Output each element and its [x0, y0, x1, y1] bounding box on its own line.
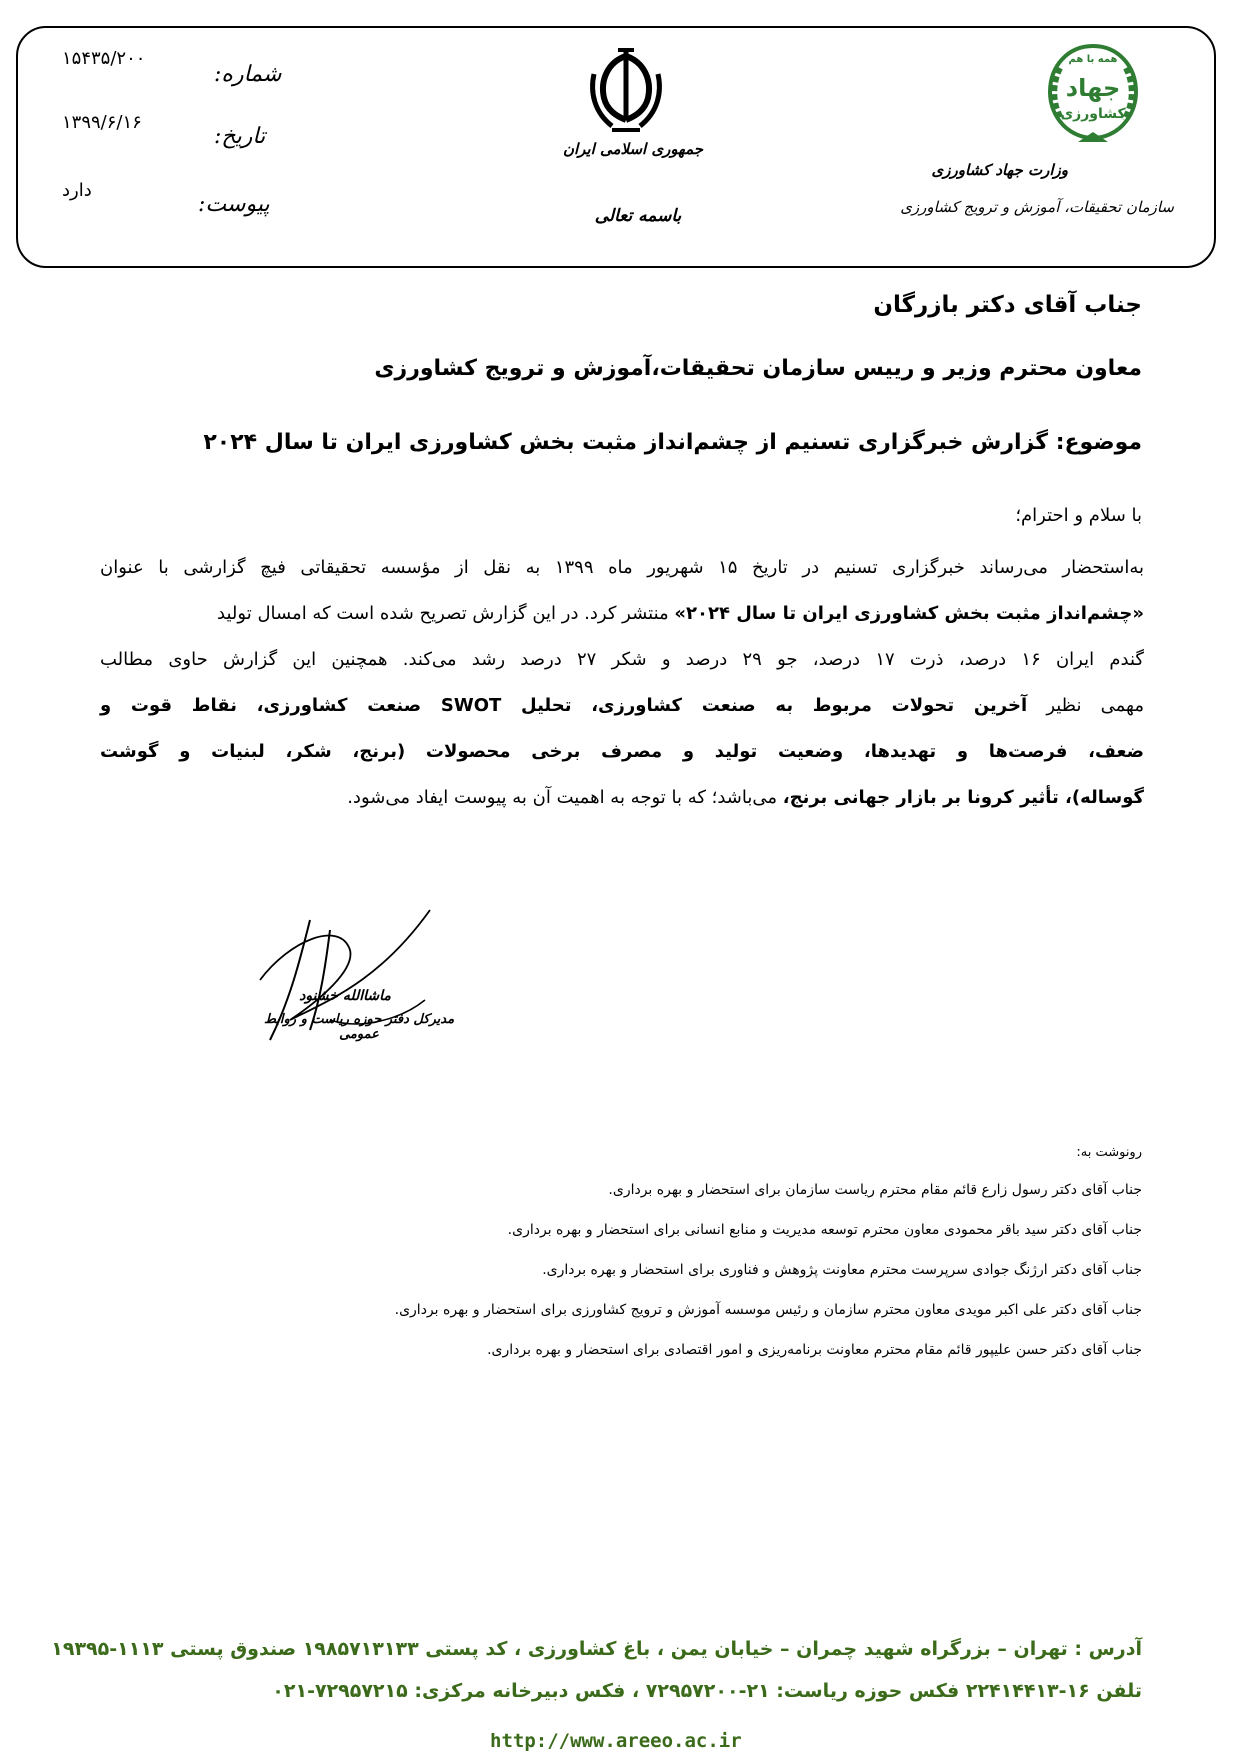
- footer-website-link[interactable]: http://www.areeo.ac.ir: [490, 1730, 742, 1752]
- cc-item: جناب آقای دکتر حسن علیپور قائم مقام محترم معاونت برنامه‌ریزی و امور اقتصادی برای استحضار و بهره برداری.: [487, 1342, 1142, 1358]
- addressee-name: جناب آقای دکتر بازرگان: [873, 292, 1142, 318]
- cc-item: جناب آقای دکتر سید باقر محمودی معاون محترم توسعه مدیریت و منابع انسانی برای استحضار و بهره برداری.: [507, 1222, 1142, 1238]
- body-line-6-bold: گوساله)، تأثیر کرونا بر بازار جهانی برنج،: [782, 787, 1144, 808]
- basmala: باسمه تعالی: [594, 206, 682, 226]
- body-line-5: ضعف، فرصت‌ها و تهدیدها، وضعیت تولید و مصرف برخی محصولات (برنج، شکر، لبنیات و گوشت: [100, 741, 1144, 762]
- body-line-2-rest: منتشر کرد. در این گزارش تصریح شده است که امسال تولید: [217, 603, 675, 624]
- footer-address: آدرس : تهران – بزرگراه شهید چمران – خیابان یمن ، باغ کشاورزی ، کد پستی ۱۹۸۵۷۱۳۱۳۳ صندوق پستی ۱۱۱۳-۱۹۳۹۵: [51, 1638, 1142, 1660]
- report-title: «چشم‌انداز مثبت بخش کشاورزی ایران تا سال ۲۰۲۴»: [674, 603, 1144, 624]
- body-line-4-normal: مهمی نظیر: [1027, 695, 1144, 716]
- greeting: با سلام و احترام؛: [1015, 505, 1142, 526]
- cc-label: رونوشت به:: [1076, 1145, 1142, 1160]
- body-line-4: [100, 695, 1144, 716]
- subject: موضوع: گزارش خبرگزاری تسنیم از چشم‌انداز مثبت بخش کشاورزی ایران تا سال ۲۰۲۴: [203, 430, 1142, 455]
- date-label: تاریخ:: [214, 124, 266, 149]
- body-line-6: [100, 787, 1144, 808]
- attachment-value: دارد: [62, 180, 92, 201]
- date-value: ۱۳۹۹/۶/۱۶: [62, 112, 142, 133]
- cc-item: جناب آقای دکتر ارژنگ جوادی سرپرست محترم معاونت پژوهش و فناوری برای استحضار و بهره برداری.: [542, 1262, 1142, 1278]
- logo-top-text: همه با هم: [1068, 54, 1118, 65]
- logo-sub-text: کشاورزی: [1060, 106, 1126, 122]
- iran-emblem-icon: [588, 48, 664, 134]
- number-label: شماره:: [214, 62, 282, 87]
- body-line-4-bold: آخرین تحولات مربوط به صنعت کشاورزی، تحلیل SWOT صنعت کشاورزی، نقاط قوت و: [100, 695, 1028, 716]
- body-line-6-rest: می‌باشد؛ که با توجه به اهمیت آن به پیوست ایفاد می‌شود.: [347, 787, 783, 808]
- body-line-3: گندم ایران ۱۶ درصد، ذرت ۱۷ درصد، جو ۲۹ درصد و شکر ۲۷ درصد رشد می‌کند. همچنین این گزارش حاوی مطالب: [100, 649, 1144, 670]
- body-line-2: [100, 603, 1144, 624]
- handwritten-signature: [230, 880, 470, 1090]
- addressee-title: معاون محترم وزیر و رییس سازمان تحقیقات،آموزش و ترویج کشاورزی: [374, 356, 1142, 381]
- footer-phones: تلفن ۱۶-۲۲۴۱۴۴۱۳ فکس حوزه ریاست: ۲۱-۷۲۹۵۷۲۰۰ ، فکس دبیرخانه مرکزی: ۷۲۹۵۷۲۱۵-۰۲۱: [272, 1680, 1142, 1702]
- signatory-title: مدیرکل دفتر حوزه ریاست و روابط عمومی: [263, 1012, 455, 1042]
- signatory-name: ماشاالله خشنود: [299, 988, 391, 1004]
- ministry-name: وزارت جهاد کشاورزی: [931, 161, 1068, 179]
- number-value: ۱۵۴۳۵/۲۰۰: [62, 48, 146, 69]
- emblem-caption: جمهوری اسلامی ایران: [562, 140, 704, 158]
- attachment-label: پیوست:: [198, 192, 270, 217]
- organization-name: سازمان تحقیقات، آموزش و ترویج کشاورزی: [900, 198, 1174, 216]
- cc-item: جناب آقای دکتر علی اکبر مویدی معاون محترم سازمان و رئیس موسسه آموزش و ترویج کشاورزی برای استحضار و بهره برداری.: [394, 1302, 1142, 1318]
- logo-main-text: جهاد: [1065, 74, 1121, 102]
- jahad-keshavarzi-logo: [1038, 38, 1148, 148]
- body-line-1: به‌استحضار می‌رساند خبرگزاری تسنیم در تاریخ ۱۵ شهریور ماه ۱۳۹۹ به نقل از مؤسسه تحقیقاتی فیچ گزارشی با عنوان: [100, 557, 1144, 578]
- letterhead: [16, 26, 1216, 268]
- cc-item: جناب آقای دکتر رسول زارع قائم مقام محترم ریاست سازمان برای استحضار و بهره برداری.: [608, 1182, 1142, 1198]
